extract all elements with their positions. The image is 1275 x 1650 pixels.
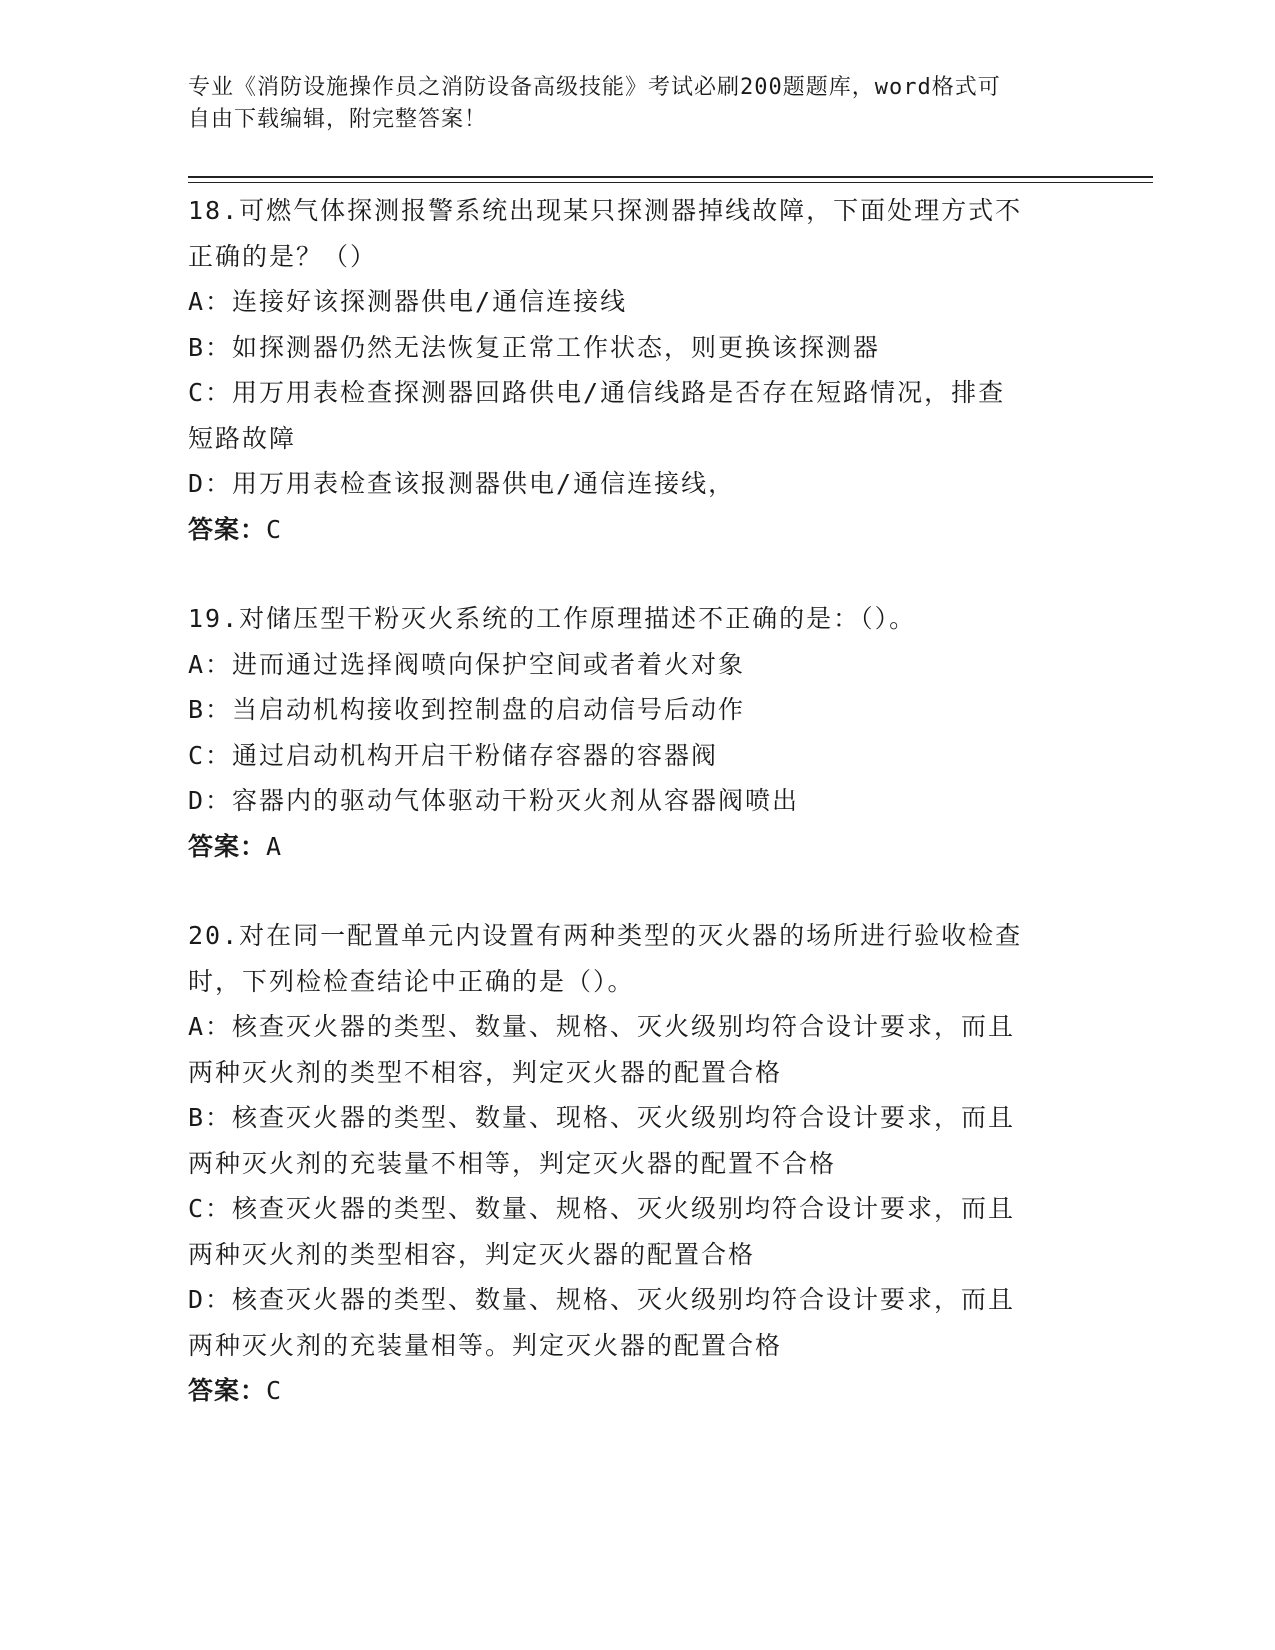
question-stem: 18.可燃气体探测报警系统出现某只探测器掉线故障，下面处理方式不	[188, 196, 1023, 225]
option-b-continued: 两种灭火剂的充装量不相等，判定灭火器的配置不合格	[188, 1148, 837, 1178]
option-c: C：核查灭火器的类型、数量、规格、灭火级别均符合设计要求，而且	[188, 1194, 1016, 1223]
answer-label: 答案：	[188, 1376, 267, 1405]
option-a: A：连接好该探测器供电/通信连接线	[188, 287, 628, 316]
question-list	[188, 188, 1088, 1414]
option-a: A：进而通过选择阀喷向保护空间或者着火对象	[188, 649, 746, 679]
document-header	[188, 72, 1068, 136]
header-line-2: 自由下载编辑，附完整答案！	[188, 107, 488, 132]
answer-value: C	[266, 1376, 283, 1405]
answer-value: A	[266, 831, 283, 861]
question-stem: 19.对储压型干粉灭火系统的工作原理描述不正确的是：（）。	[188, 604, 917, 633]
question-20	[188, 913, 1088, 1414]
option-c-continued: 两种灭火剂的类型相容，判定灭火器的配置合格	[188, 1239, 756, 1269]
option-c: C：通过启动机构开启干粉储存容器的容器阀	[188, 740, 719, 770]
question-stem: 20.对在同一配置单元内设置有两种类型的灭火器的场所进行验收检查	[188, 921, 1023, 950]
option-c: C：用万用表检查探测器回路供电/通信线路是否存在短路情况，排查	[188, 378, 1006, 407]
option-b: B：如探测器仍然无法恢复正常工作状态，则更换该探测器	[188, 332, 881, 362]
option-a: A：核查灭火器的类型、数量、规格、灭火级别均符合设计要求，而且	[188, 1012, 1016, 1041]
answer-line	[188, 1368, 1088, 1414]
option-d-continued: 两种灭火剂的充装量相等。判定灭火器的配置合格	[188, 1330, 783, 1360]
option-b: B：核查灭火器的类型、数量、现格、灭火级别均符合设计要求，而且	[188, 1103, 1016, 1132]
answer-label: 答案：	[188, 831, 267, 861]
question-stem: 正确的是？（）	[188, 241, 378, 271]
answer-label: 答案：	[188, 514, 267, 544]
header-line-1: 专业《消防设施操作员之消防设备高级技能》考试必刷200题题库，word格式可	[188, 75, 1001, 100]
option-c-continued: 短路故障	[188, 423, 297, 453]
option-d: D：容器内的驱动气体驱动干粉灭火剂从容器阀喷出	[188, 786, 800, 815]
answer-line	[188, 507, 1088, 553]
option-d: D：用万用表检查该报测器供电/通信连接线，	[188, 469, 736, 498]
question-19	[188, 596, 1088, 869]
header-divider-thin	[188, 182, 1153, 183]
option-a-continued: 两种灭火剂的类型不相容，判定灭火器的配置合格	[188, 1057, 783, 1087]
option-b: B：当启动机构接收到控制盘的启动信号后动作	[188, 695, 746, 724]
answer-line	[188, 824, 1088, 870]
question-18	[188, 188, 1088, 552]
answer-value: C	[266, 514, 283, 544]
option-d: D：核查灭火器的类型、数量、规格、灭火级别均符合设计要求，而且	[188, 1285, 1016, 1314]
question-stem: 时，下列检检查结论中正确的是（）。	[188, 966, 635, 996]
header-divider-thick	[188, 176, 1153, 178]
